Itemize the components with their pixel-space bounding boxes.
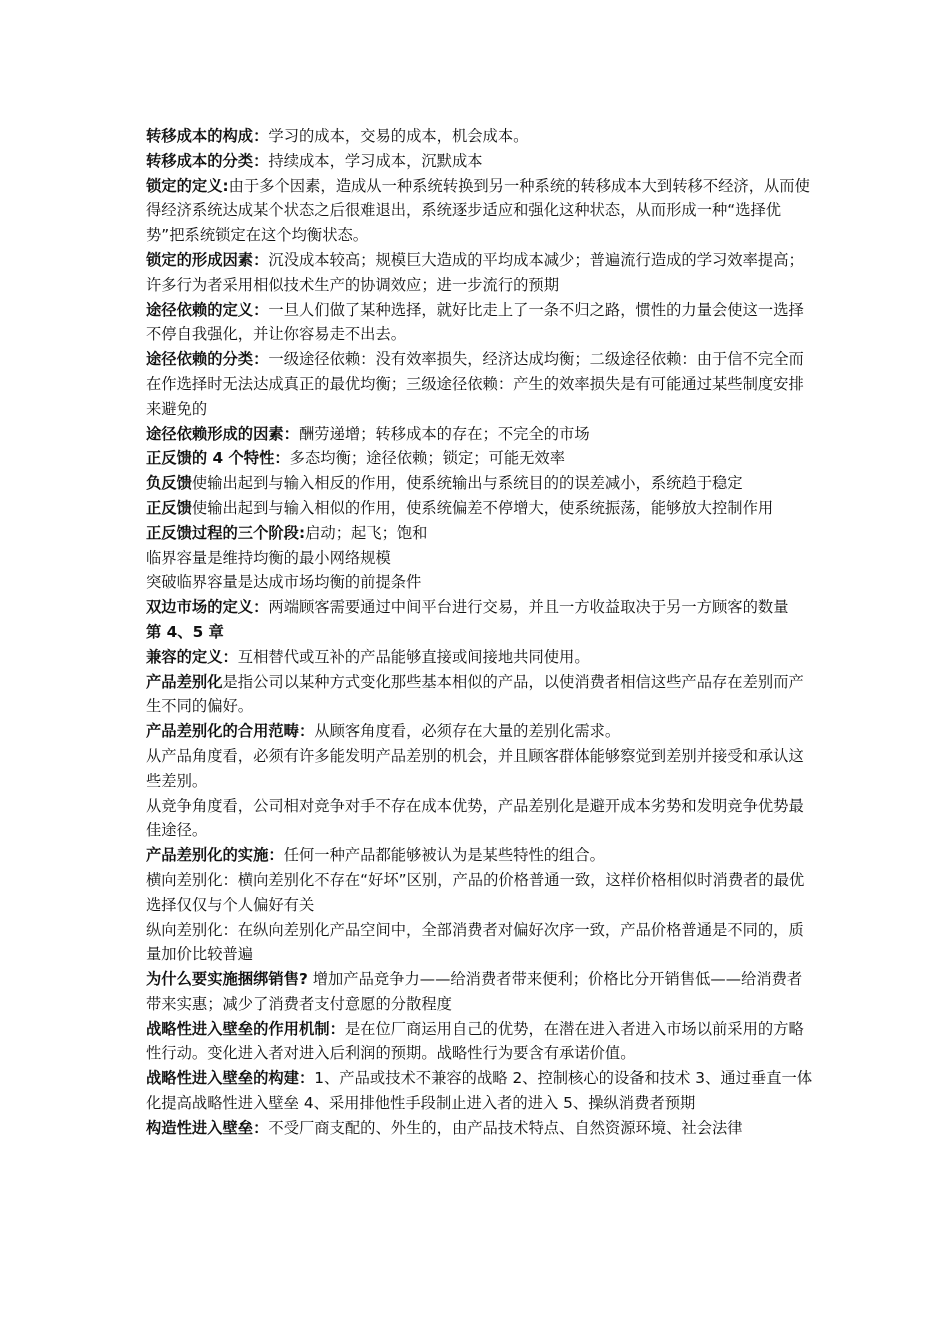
term-label: 正反馈的 4 个特性：	[146, 449, 290, 468]
term-text: 一旦人们做了某种选择，就好比走上了一条不归之路，惯性的力量会使这一选择不停自我强化，并让你容易走不出去。	[146, 300, 804, 344]
paragraph	[146, 496, 816, 521]
term-text: 突破临界容量是达成市场均衡的前提条件	[146, 573, 422, 592]
paragraph	[146, 546, 816, 571]
term-text: 使输出起到与输入相反的作用，使系统输出与系统目的的误差减小，系统趋于稳定	[191, 474, 743, 493]
term-text: 酬劳递增；转移成本的存在；不完全的市场	[298, 424, 590, 443]
term-label: 双边市场的定义：	[146, 598, 269, 617]
paragraph	[146, 248, 816, 298]
paragraph	[146, 347, 816, 421]
paragraph	[146, 570, 816, 595]
term-text: 从竞争角度看，公司相对竞争对手不存在成本优势，产品差别化是避开成本劣势和发明竞争优势最佳途径。	[146, 796, 804, 840]
term-label: 锁定的形成因素：	[146, 250, 269, 269]
paragraph	[146, 422, 816, 447]
paragraph	[146, 124, 816, 149]
term-label: 正反馈过程的三个阶段:	[146, 523, 306, 542]
term-text: 学习的成本，交易的成本，机会成本。	[268, 127, 529, 145]
paragraph	[146, 744, 816, 794]
term-text: 纵向差别化：在纵向差别化产品空间中，全部消费者对偏好次序一致，产品价格普通是不同的，质量加价比较普遍	[146, 920, 804, 964]
term-label: 战略性进入壁垒的作用机制：	[146, 1019, 345, 1038]
term-text: 任何一种产品都能够被认为是某些特性的组合。	[283, 846, 605, 865]
paragraph	[146, 1066, 816, 1116]
term-text: 增加产品竞争力——给消费者带来便利；价格比分开销售低——给消费者带来实惠；减少了消费者支付意愿的分散程度	[146, 970, 803, 1013]
term-label: 产品差别化的合用范畴：	[146, 722, 315, 741]
paragraph	[146, 719, 816, 744]
term-label: 产品差别化的实施：	[146, 846, 284, 865]
term-label: 锁定的定义:	[146, 176, 229, 195]
term-text: 两端顾客需要通过中间平台进行交易，并且一方收益取决于另一方顾客的数量	[268, 598, 789, 617]
paragraph	[146, 670, 816, 720]
term-label: 转移成本的构成：	[146, 127, 269, 145]
paragraph	[146, 471, 816, 496]
paragraph	[146, 918, 816, 968]
term-text: 不受厂商支配的、外生的，由产品技术特点、自然资源环境、社会法律	[268, 1118, 743, 1137]
term-label: 转移成本的分类：	[146, 151, 269, 170]
chapter-title: 第 4、5 章	[146, 622, 224, 641]
term-text: 持续成本，学习成本，沉默成本	[268, 151, 483, 170]
term-label: 负反馈	[146, 474, 192, 493]
paragraph	[146, 794, 816, 844]
term-text: 一级途径依赖：没有效率损失，经济达成均衡；二级途径依赖：由于信不完全而在作选择时无法达成真正的最优均衡；三级途径依赖：产生的效率损失是有可能通过某些制度安排来避免的	[146, 350, 804, 418]
term-label: 途径依赖的分类：	[146, 350, 269, 369]
term-text: 1、产品或技术不兼容的战略 2、控制核心的设备和技术 3、通过垂直一体化提高战略性进入壁垒 4、采用排他性手段制止进入者的进入 5、操纵消费者预期	[146, 1069, 813, 1113]
term-label: 兼容的定义：	[146, 647, 238, 666]
term-text: 启动；起飞；饱和	[305, 523, 428, 542]
term-text: 临界容量是维持均衡的最小网络规模	[146, 548, 391, 567]
paragraph	[146, 446, 816, 471]
paragraph	[146, 1017, 816, 1067]
term-label: 构造性进入壁垒：	[146, 1118, 269, 1137]
term-text: 从顾客角度看，必须存在大量的差别化需求。	[314, 722, 621, 741]
paragraph	[146, 1116, 816, 1141]
paragraph	[146, 843, 816, 868]
document-body	[146, 124, 816, 1141]
term-text: 多态均衡；途径依赖；锁定；可能无效率	[289, 449, 566, 468]
paragraph	[146, 174, 816, 248]
paragraph	[146, 645, 816, 670]
term-text: 沉没成本较高；规模巨大造成的平均成本减少；普遍流行造成的学习效率提高；许多行为者采用相似技术生产的协调效应；进一步流行的预期	[146, 250, 804, 294]
paragraph	[146, 149, 816, 174]
chapter-heading	[146, 620, 816, 645]
term-label: 途径依赖形成的因素：	[146, 424, 299, 443]
term-text: 横向差别化：横向差别化不存在“好坏”区别，产品的价格普通一致，这样价格相似时消费者的最优选择仅仅与个人偏好有关	[146, 870, 805, 914]
term-label: 途径依赖的定义：	[146, 300, 269, 319]
term-text: 使输出起到与输入相似的作用，使系统偏差不停增大，使系统振荡，能够放大控制作用	[191, 498, 774, 517]
term-label: 正反馈	[146, 498, 192, 517]
term-text: 从产品角度看，必须有许多能发明产品差别的机会，并且顾客群体能够察觉到差别并接受和承认这些差别。	[146, 746, 804, 790]
paragraph	[146, 967, 816, 1017]
term-label: 战略性进入壁垒的构建：	[146, 1069, 315, 1088]
paragraph	[146, 595, 816, 620]
term-text: 互相替代或互补的产品能够直接或间接地共同使用。	[237, 647, 590, 666]
term-label: 为什么要实施捆绑销售?	[146, 970, 308, 989]
term-text: 是在位厂商运用自己的优势，在潜在进入者进入市场以前采用的方略性行动。变化进入者对进入后利润的预期。战略性行为要含有承诺价值。	[146, 1019, 804, 1063]
term-label: 产品差别化	[146, 672, 223, 691]
paragraph	[146, 298, 816, 348]
term-text: 由于多个因素，造成从一种系统转换到另一种系统的转移成本大到转移不经济，从而使得经济系统达成某个状态之后很难退出，系统逐步适应和强化这种状态，从而形成一种“选择优势”把系统锁定在这个均衡状态。	[146, 176, 810, 245]
term-text: 是指公司以某种方式变化那些基本相似的产品，以使消费者相信这些产品存在差别而产生不同的偏好。	[146, 672, 804, 716]
paragraph	[146, 521, 816, 546]
paragraph	[146, 868, 816, 918]
